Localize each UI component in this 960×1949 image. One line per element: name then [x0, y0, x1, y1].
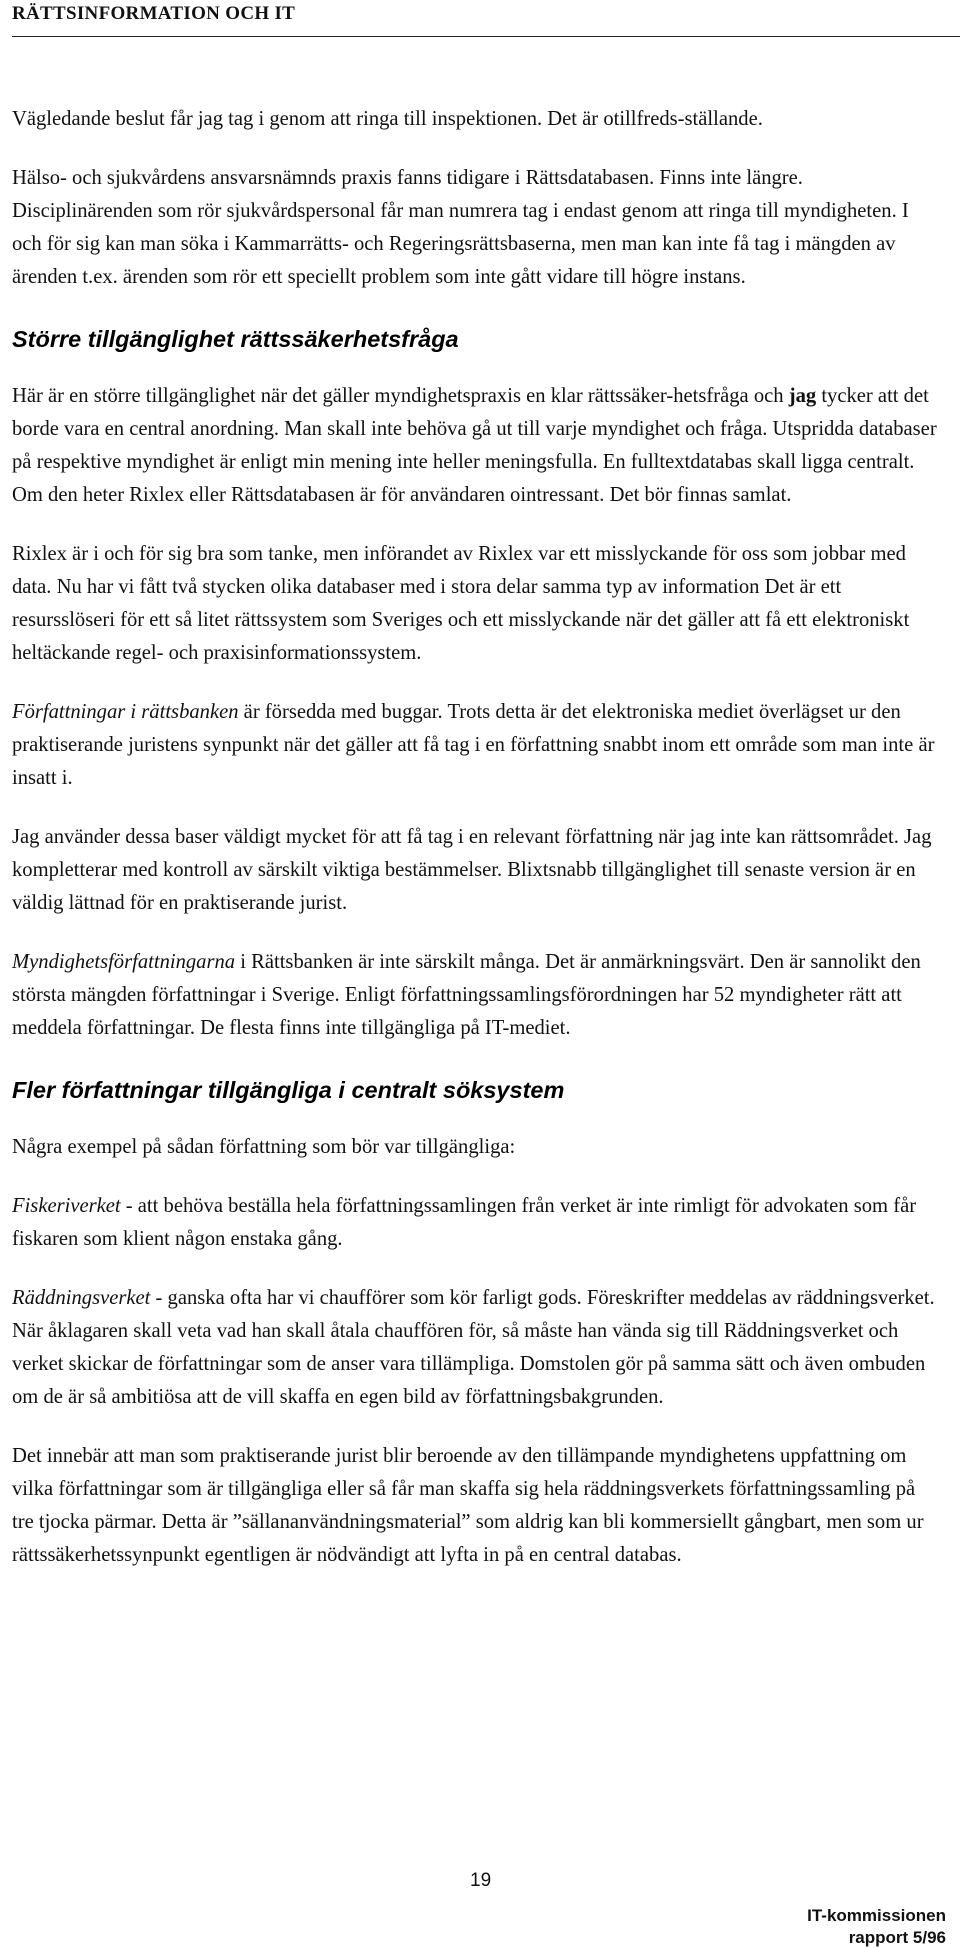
- emphasis-italic: Räddningsverket: [12, 1287, 151, 1309]
- paragraph-myndighetsforfattningar: [12, 946, 937, 1045]
- emphasis-italic: Fiskeriverket: [12, 1195, 121, 1217]
- section-heading-fler-forfattningar: Fler författningar tillgängliga i centralt söksystem: [12, 1077, 565, 1103]
- footer-publisher: [807, 1905, 946, 1949]
- paragraph-text: är försedda med buggar. Trots detta är det elektroniska mediet överlägset ur den praktiserande juristens synpunkt när det gäller att få tag i en författning snabbt inom ett område som man inte är insatt i.: [12, 701, 935, 789]
- paragraph-fiskeriverket: [12, 1190, 937, 1256]
- section-heading-tillganglighet: Större tillgänglighet rättssäkerhetsfråga: [12, 326, 459, 352]
- paragraph-baser-anvandning: Jag använder dessa baser väldigt mycket för att få tag i en relevant författning när jag inte kan rättsområdet. Jag kompletterar med kontroll av särskilt viktiga bestämmelser. Blixtsnabb tillgänglighet till senaste version är en väldig lättnad för en praktiserande jurist.: [12, 826, 932, 914]
- paragraph-text: - att behöva beställa hela författningssamlingen från verket är inte rimligt för advokaten som får fiskaren som klient någon enstaka gång.: [12, 1195, 917, 1250]
- paragraph-myndighetspraxis: [12, 380, 937, 512]
- paragraph-exempel: Några exempel på sådan författning som bör var tillgängliga:: [12, 1136, 516, 1158]
- emphasis-italic: Myndighetsförfattningarna: [12, 951, 236, 973]
- paragraph-text: Här är en större tillgänglighet när det gäller myndighetspraxis en klar rättssäker-hetsfråga och: [12, 385, 789, 407]
- paragraph-rixlex: Rixlex är i och för sig bra som tanke, men införandet av Rixlex var ett misslyckande för oss som jobbar med data. Nu har vi fått två stycken olika databaser med i stora delar samma typ av information Det är ett resursslöseri för ett så litet rättssystem som Sveriges och ett misslyckande när det gäller att få ett elektroniskt heltäckande regel- och praxisinformationssystem.: [12, 543, 910, 664]
- paragraph-praktiserande-jurist: Det innebär att man som praktiserande jurist blir beroende av den tillämpande myndighetens uppfattning om vilka författningar som är tillgängliga eller så får man skaffa sig hela räddningsverkets författningssamling på tre tjocka pärmar. Detta är ”sällananvändningsmaterial” som aldrig kan bli kommersiellt gångbart, men som ur rättssäkerhetssynpunkt egentligen är nödvändigt att lyfta in på en central databas.: [12, 1445, 924, 1566]
- page-number: 19: [470, 1870, 492, 1891]
- paragraph-text: tycker att det borde vara en central anordning. Man skall inte behöva gå ut till varje myndighet och fråga. Utspridda databaser på respektive myndighet är enligt min mening inte heller meningsfulla. En fulltextdatabas skall ligga centralt. Om den heter Rixlex eller Rättsdatabasen är för användaren ointressant. Det bör finnas samlat.: [12, 385, 937, 506]
- footer-report-number: rapport 5/96: [848, 1928, 946, 1947]
- paragraph-vagledande-beslut: Vägledande beslut får jag tag i genom att ringa till inspektionen. Det är otillfreds-ställande.: [12, 108, 763, 130]
- paragraph-forfattningar-rattsbanken: [12, 696, 937, 795]
- paragraph-text: - ganska ofta har vi chaufförer som kör farligt gods. Föreskrifter meddelas av räddningsverket. När åklagaren skall veta vad han skall åtala chauffören för, så måste han vända sig till Räddningsverket och verket skickar de författningar som de anser vara tillämpliga. Domstolen gör på samma sätt och även ombuden om de är så ambitiösa att de vill skaffa en egen bild av författningsbakgrunden.: [12, 1287, 935, 1408]
- paragraph-text: i Rättsbanken är inte särskilt många. Det är anmärkningsvärt. Den är sannolikt den största mängden författningar i Sverige. Enligt författningssamlingsförordningen har 52 myndigheter rätt att meddela författningar. De flesta finns inte tillgängliga på IT-mediet.: [12, 951, 921, 1039]
- header-divider: [12, 36, 960, 37]
- emphasis-bold: jag: [788, 385, 817, 407]
- paragraph-raddningsverket: [12, 1282, 937, 1414]
- paragraph-halso-sjukvard: Hälso- och sjukvårdens ansvarsnämnds praxis fanns tidigare i Rättsdatabasen. Finns inte längre. Disciplinärenden som rör sjukvårdspersonal får man numrera tag i endast genom att ringa till myndigheten. I och för sig kan man söka i Kammarrätts- och Regeringsrättsbaserna, men man kan inte få tag i mängden av ärenden t.ex. ärenden som rör ett speciellt problem som inte gått vidare till högre instans.: [12, 167, 909, 288]
- footer-publisher-name: IT-kommissionen: [807, 1906, 946, 1925]
- document-body: [12, 103, 937, 1572]
- running-header: RÄTTSINFORMATION OCH IT: [12, 3, 296, 24]
- emphasis-italic: Författningar i rättsbanken: [12, 701, 239, 723]
